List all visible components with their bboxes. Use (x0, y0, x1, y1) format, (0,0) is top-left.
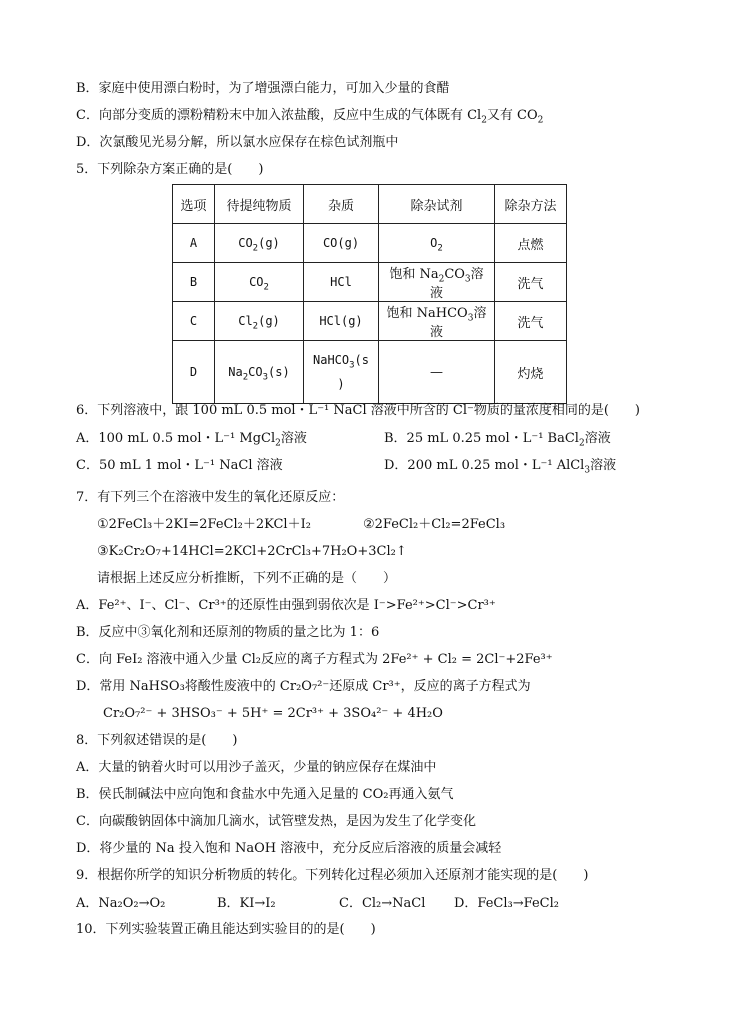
q7-option-c: C．向 FeI₂ 溶液中通入少量 Cl₂反应的离子方程式为 2Fe²⁺ + Cl₂ = 2Cl⁻+2Fe³⁺ (76, 652, 553, 667)
q9-option-d: D．FeCl₃→FeCl₂ (454, 896, 559, 911)
q6-option-d: D．200 mL 0.25 mol・L⁻¹ AlCl$_3$溶液 (384, 458, 617, 476)
q7-option-a: A．Fe²⁺、I⁻、Cl⁻、Cr³⁺的还原性由强到弱依次是 I⁻>Fe²⁺>Cl⁻>Cr³⁺ (76, 598, 496, 613)
option-cell: D (173, 341, 215, 404)
header-cell: 除杂试剂 (379, 185, 495, 224)
table-row (173, 224, 567, 263)
method-cell: 点燃 (495, 224, 567, 263)
q6-option-c: C．50 mL 1 mol・L⁻¹ NaCl 溶液 (76, 458, 283, 473)
substance-cell: $Cl_2(g)$ (215, 302, 304, 341)
table-row (173, 341, 567, 404)
substance-cell: $CO_2(g)$ (215, 224, 304, 263)
q7-reaction-1: ①2FeCl₃＋2KI=2FeCl₂＋2KCl＋I₂ (97, 517, 311, 532)
option-c-prev: C．向部分变质的漂粉精粉末中加入浓盐酸，反应中生成的气体既有 $Cl_2$又有 $CO_2$ (76, 108, 544, 126)
q7-option-d: D．常用 NaHSO₃将酸性废液中的 Cr₂O₇²⁻还原成 Cr³⁺，反应的离子方程式为 (76, 679, 531, 694)
q9-option-b: B．KI→I₂ (217, 896, 276, 911)
q6-stem: 6．下列溶液中，跟 100 mL 0.5 mol・L⁻¹ NaCl 溶液中所含的 Cl⁻物质的量浓度相同的是( ) (76, 403, 641, 418)
q7-reaction-2: ②2FeCl₂＋Cl₂=2FeCl₃ (363, 517, 506, 532)
option-cell: C (173, 302, 215, 341)
reagent-cell: 饱和 $Na_2CO_3$溶液 (379, 263, 495, 302)
q7-option-b: B．反应中③氧化剂和还原剂的物质的量之比为 1：6 (76, 625, 380, 640)
method-cell: 洗气 (495, 263, 567, 302)
substance-cell: $Na_2CO_3(s)$ (215, 341, 304, 404)
option-b-prev: B．家庭中使用漂白粉时，为了增强漂白能力，可加入少量的食醋 (76, 81, 450, 96)
header-cell: 杂质 (304, 185, 379, 224)
impurity-cell: CO(g) (304, 224, 379, 263)
header-cell: 除杂方法 (495, 185, 567, 224)
q5-stem: 5．下列除杂方案正确的是( ) (76, 162, 264, 177)
q7-option-d-equation: Cr₂O₇²⁻ + 3HSO₃⁻ + 5H⁺ = 2Cr³⁺ + 3SO₄²⁻ + 4H₂O (103, 706, 443, 721)
table-header-row (173, 185, 567, 224)
q7-stem: 7．有下列三个在溶液中发生的氧化还原反应： (76, 490, 345, 505)
method-cell: 洗气 (495, 302, 567, 341)
impurity-cell: NaHCO$_3$(s ) (304, 341, 379, 404)
table-row (173, 302, 567, 341)
q8-option-d: D．将少量的 Na 投入饱和 NaOH 溶液中，充分反应后溶液的质量会减轻 (76, 841, 502, 856)
q8-stem: 8．下列叙述错误的是( ) (76, 733, 238, 748)
table-row (173, 263, 567, 302)
header-cell: 待提纯物质 (215, 185, 304, 224)
q8-option-c: C．向碳酸钠固体中滴加几滴水，试管壁发热，是因为发生了化学变化 (76, 814, 476, 829)
option-cell: B (173, 263, 215, 302)
q8-option-b: B．侯氏制碱法中应向饱和食盐水中先通入足量的 CO₂再通入氨气 (76, 787, 454, 802)
q7-ask: 请根据上述反应分析推断，下列不正确的是（ ） (97, 571, 397, 586)
q6-option-a: A．100 mL 0.5 mol・L⁻¹ MgCl$_2$溶液 (76, 431, 307, 449)
substance-cell: $CO_2$ (215, 263, 304, 302)
reagent-cell: 饱和 NaHCO$_3$溶液 (379, 302, 495, 341)
q6-option-b: B．25 mL 0.25 mol・L⁻¹ BaCl$_2$溶液 (384, 431, 611, 449)
method-cell: 灼烧 (495, 341, 567, 404)
q9-option-a: A．Na₂O₂→O₂ (76, 896, 166, 911)
option-d-prev: D．次氯酸见光易分解，所以氯水应保存在棕色试剂瓶中 (76, 135, 399, 150)
reagent-cell: — (379, 341, 495, 404)
q7-reaction-3: ③K₂Cr₂O₇+14HCl=2KCl+2CrCl₃+7H₂O+3Cl₂↑ (97, 544, 407, 559)
q5-table (172, 184, 567, 404)
reagent-cell: $O_2$ (379, 224, 495, 263)
impurity-cell: HCl(g) (304, 302, 379, 341)
q9-stem: 9．根据你所学的知识分析物质的转化。下列转化过程必须加入还原剂才能实现的是( ) (76, 868, 589, 883)
impurity-cell: HCl (304, 263, 379, 302)
q9-option-c: C．Cl₂→NaCl (339, 896, 426, 911)
q8-option-a: A．大量的钠着火时可以用沙子盖灭，少量的钠应保存在煤油中 (76, 760, 437, 775)
header-cell: 选项 (173, 185, 215, 224)
option-cell: A (173, 224, 215, 263)
q10-stem: 10．下列实验装置正确且能达到实验目的的是( ) (76, 922, 376, 937)
